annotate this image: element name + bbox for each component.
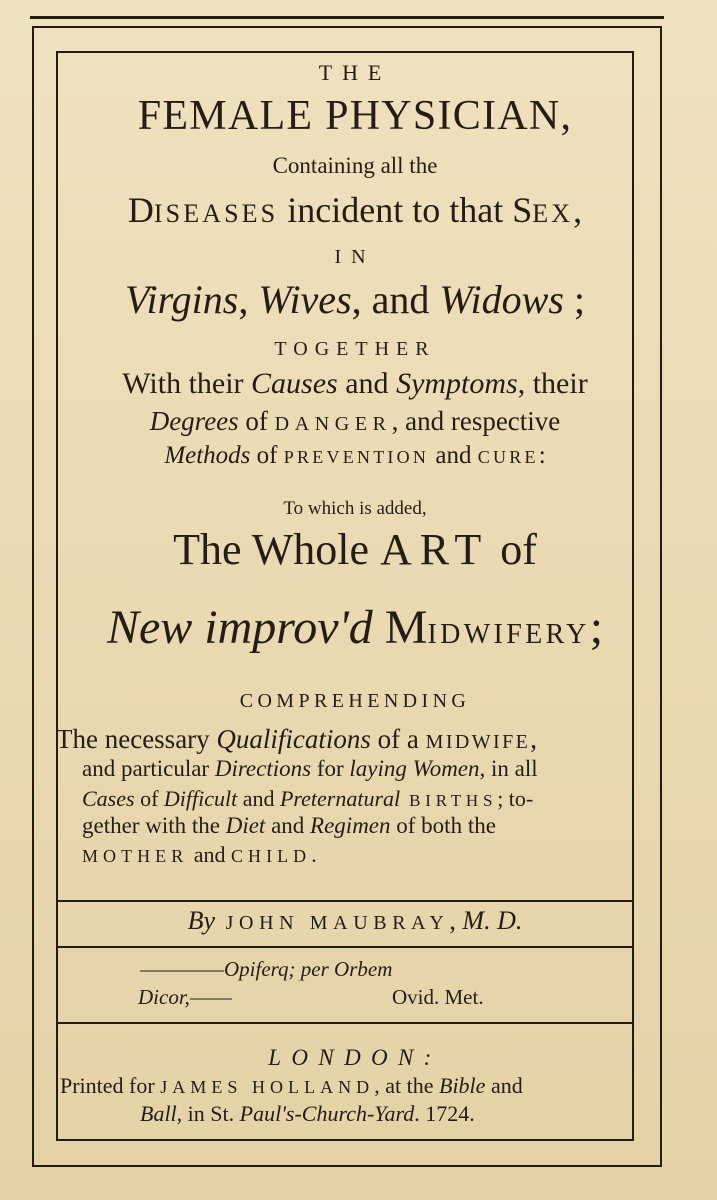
cases: Cases <box>82 786 135 811</box>
frame-top-inner <box>32 26 662 28</box>
diseases-rest: ISEASES <box>153 199 279 228</box>
address-line <box>140 1101 475 1127</box>
of-text: of <box>250 442 284 469</box>
for-text: for <box>311 756 350 781</box>
md: M. D. <box>462 906 523 935</box>
author-rule-bottom <box>56 946 632 948</box>
midwifery-rest: IDWIFERY <box>427 619 590 650</box>
causes: Causes <box>251 367 338 400</box>
degrees-line <box>40 406 670 437</box>
qualifications: Qualifications <box>216 724 371 754</box>
diseases-comma: , <box>573 190 583 230</box>
churchyard: Paul's-Church-Yard <box>239 1101 415 1126</box>
incident-text: incident to that <box>278 190 513 230</box>
paragraph-line-4 <box>82 813 496 839</box>
paragraph-line-1 <box>56 724 632 755</box>
diet: Diet <box>225 813 266 838</box>
author-rule-top <box>56 900 632 902</box>
and-text: and <box>265 813 311 838</box>
frame-top-outer <box>30 16 664 19</box>
frame-left <box>32 28 34 1165</box>
added-line: To which is added, <box>283 498 427 519</box>
printer-name: JAMES HOLLAND <box>160 1077 375 1097</box>
new-improvd: New improv'd <box>106 601 385 654</box>
comma: , <box>449 906 463 935</box>
comma: , <box>530 724 537 754</box>
of-both-the: of both the <box>390 813 496 838</box>
title-the: THE <box>318 60 392 85</box>
difficult: Difficult <box>163 786 238 811</box>
preternatural: Preternatural <box>279 786 401 811</box>
author-name: JOHN MAUBRAY <box>215 912 450 934</box>
respective-text: , and respective <box>391 406 561 436</box>
and-text: and <box>337 367 397 400</box>
laying-women: laying Women <box>349 756 480 781</box>
regimen: Regimen <box>310 813 391 838</box>
paragraph-line-3 <box>82 786 533 812</box>
of-text: of <box>238 406 275 436</box>
widows: Widows <box>439 277 564 322</box>
prevention: PREVENTION <box>283 447 430 467</box>
sex-rest: EX <box>532 199 574 228</box>
midwife: MIDWIFE <box>425 731 531 753</box>
degrees: Degrees <box>149 406 239 436</box>
diseases-line <box>40 189 670 231</box>
gether-with-the: gether with the <box>82 813 226 838</box>
danger: DANGER <box>274 413 392 435</box>
midwifery-initial: M <box>384 601 428 654</box>
art: ART <box>380 525 490 574</box>
of-a: of a <box>370 724 426 754</box>
the-necessary: The necessary <box>56 724 217 754</box>
paragraph-line-5 <box>82 842 317 868</box>
mother: MOTHER <box>82 846 189 866</box>
and-text: and <box>237 786 280 811</box>
ball: Ball <box>140 1101 177 1126</box>
midwifery-line <box>40 600 670 655</box>
year: . 1724. <box>414 1101 475 1126</box>
causes-line <box>40 367 670 401</box>
virgins-comma: , <box>238 277 259 322</box>
comprehending-line: COMPREHENDING <box>239 690 471 712</box>
cure: CURE <box>477 447 539 467</box>
imprint-rule <box>56 1022 632 1024</box>
in-st: , in St. <box>176 1101 240 1126</box>
in-all: , in all <box>479 756 538 781</box>
semicolon: ; <box>589 601 604 654</box>
and-text: and <box>188 842 232 867</box>
main-title: FEMALE PHYSICIAN, <box>137 93 573 139</box>
sex-initial: S <box>512 190 533 230</box>
and-text: and <box>429 442 478 469</box>
to-text: ; to- <box>497 786 534 811</box>
colon: : <box>538 442 546 469</box>
motto-line-1 <box>140 957 392 982</box>
methods: Methods <box>164 442 251 469</box>
motto-source: Ovid. Met. <box>392 985 484 1009</box>
frame-bottom <box>32 1165 662 1167</box>
containing-line: Containing all the <box>272 153 438 178</box>
virgins-end: ; <box>563 277 586 322</box>
symptoms: Symptoms <box>396 367 518 400</box>
inner-rule-bottom <box>56 1139 634 1141</box>
author-line <box>40 906 670 936</box>
births: BIRTHS <box>400 791 498 810</box>
with-their: With their <box>122 367 252 400</box>
diseases-initial: D <box>127 190 154 230</box>
dicor: Dicor, <box>138 985 190 1009</box>
london: LONDON: <box>268 1045 442 1070</box>
bible: Bible <box>439 1073 486 1098</box>
methods-line <box>40 442 670 470</box>
and-particular: and particular <box>82 756 215 781</box>
directions: Directions <box>214 756 312 781</box>
motto-dash: ———— <box>140 957 224 981</box>
wives: Wives <box>258 277 352 322</box>
motto-line-2 <box>138 985 232 1010</box>
and-text: , and <box>351 277 440 322</box>
child: CHILD <box>231 846 312 866</box>
and-text: and <box>485 1073 523 1098</box>
at-the: , at the <box>374 1073 439 1098</box>
of-text: of <box>134 786 164 811</box>
virgins-line <box>40 276 670 323</box>
whole-art-line <box>40 524 670 575</box>
inner-rule-top <box>56 51 634 53</box>
motto-dash: —— <box>189 985 232 1009</box>
period: . <box>311 842 317 867</box>
their-text: , their <box>517 367 588 400</box>
the-whole: The Whole <box>173 525 381 574</box>
of-text: of <box>489 525 537 574</box>
printed-line <box>60 1073 523 1099</box>
in-line: IN <box>334 246 376 268</box>
together-line: TOGETHER <box>274 338 436 360</box>
by: By <box>187 906 216 935</box>
motto-text: Opiferq; per Orbem <box>224 957 393 981</box>
virgins: Virgins <box>124 277 239 322</box>
printed-for: Printed for <box>60 1073 161 1098</box>
paragraph-line-2 <box>82 756 538 782</box>
